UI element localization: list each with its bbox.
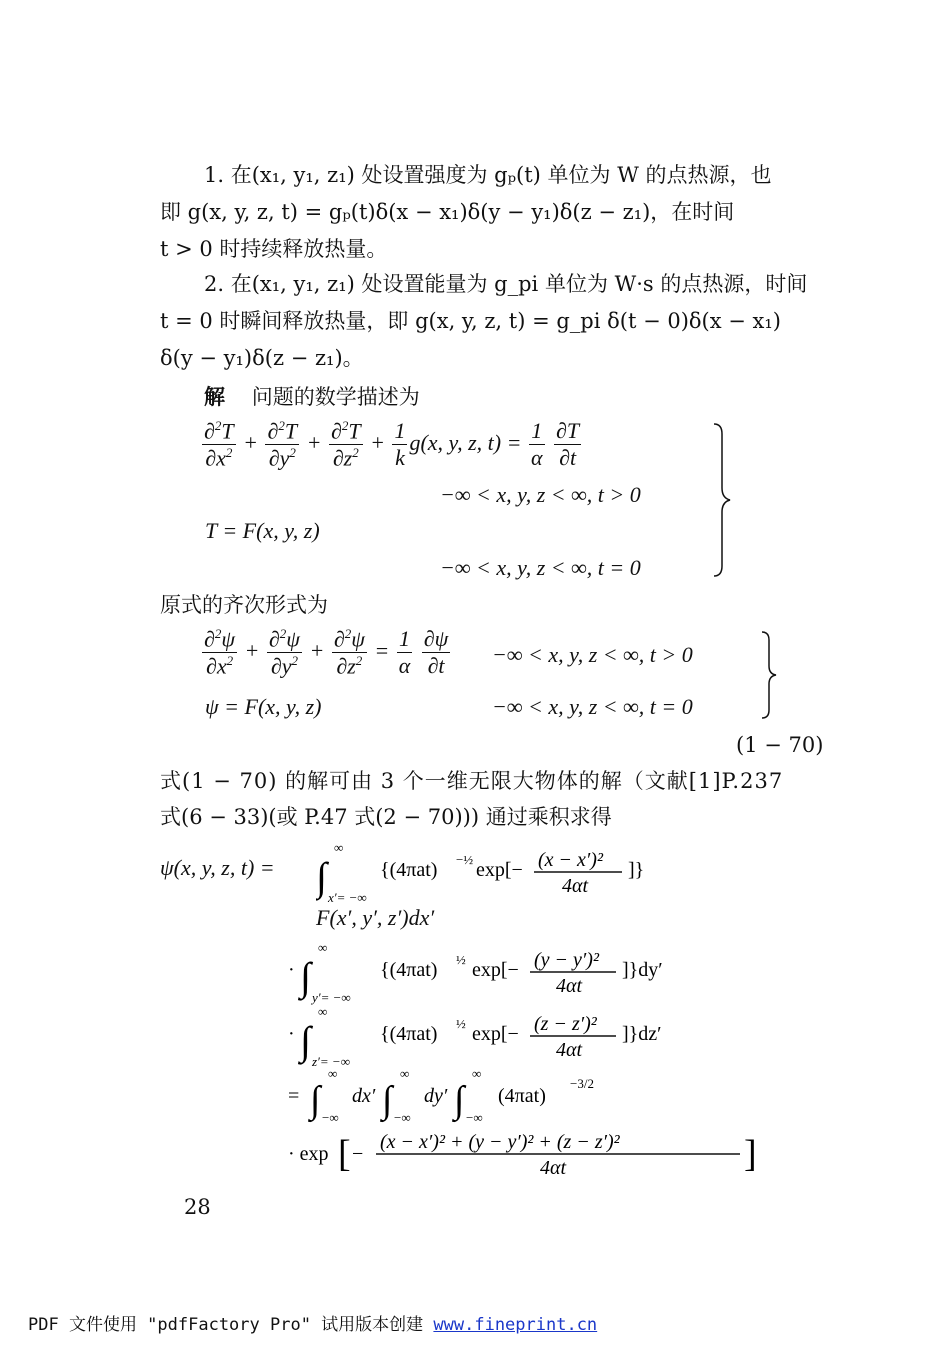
eq2-domain-1: −∞ < x, y, z < ∞, t > 0 [492,642,693,667]
item-1-line-1: 1. 在(x₁, y₁, z₁) 处设置强度为 gₚ(t) 单位为 W 的点热源，也 [204,163,772,187]
solution-triple-integral [288,1066,628,1128]
svg-text:∫: ∫ [310,1079,321,1121]
footer-link[interactable]: www.fineprint.cn [433,1315,598,1335]
solution-integral-y [288,940,728,1008]
svg-text:=: = [288,1085,300,1107]
eq1-initial-condition: T = F(x, y, z) [205,518,320,543]
item-2-line-1: 2. 在(x₁, y₁, z₁) 处设置能量为 g_pi 单位为 W·s 的点热源，时间 [204,272,808,296]
svg-text:4αt: 4αt [540,1157,567,1179]
svg-text:∞: ∞ [400,1066,410,1081]
svg-text:∫: ∫ [454,1079,465,1121]
svg-text:∞: ∞ [334,840,344,855]
svg-text:∞: ∞ [472,1066,482,1081]
svg-text:−∞: −∞ [466,1110,483,1125]
solution-integral-x [316,838,696,910]
svg-text:4αt: 4αt [556,1039,583,1061]
svg-text:−∞: −∞ [394,1110,411,1125]
svg-text:(y − y′)²: (y − y′)² [534,949,599,971]
pdf-footer [28,1310,597,1335]
svg-text:exp[−: exp[− [476,859,523,881]
svg-text:−3/2: −3/2 [570,1076,594,1091]
svg-text:(4πat): (4πat) [498,1085,546,1107]
svg-text:4αt: 4αt [556,975,583,997]
svg-text:(z − z′)²: (z − z′)² [534,1013,597,1035]
svg-text:exp[−: exp[− [472,1023,519,1045]
paragraph-line-2: 式(6 − 33)(或 P.47 式(2 − 70))) 通过乘积求得 [160,805,612,829]
svg-text:½: ½ [456,1016,466,1031]
svg-text:∞: ∞ [328,1066,338,1081]
svg-text:]}dz′: ]}dz′ [622,1023,662,1045]
solution-exponential [288,1124,768,1186]
svg-text:]}dy′: ]}dy′ [622,959,663,981]
svg-text:· exp: · exp [288,1143,329,1165]
svg-text:∫: ∫ [316,854,327,899]
svg-text:x′= −∞: x′= −∞ [328,890,367,905]
svg-text:∞: ∞ [318,1004,328,1019]
solution-initial-function: F(x′, y′, z′)dx′ [316,905,435,930]
page-number: 28 [184,1195,211,1219]
equation-number: (1 − 70) [736,733,824,757]
svg-text:4αt: 4αt [562,875,589,897]
svg-text:∞: ∞ [318,940,328,955]
solution-integral-z [288,1004,728,1072]
svg-text:·: · [288,959,295,981]
svg-text:exp[−: exp[− [472,959,519,981]
eq1-domain-1: −∞ < x, y, z < ∞, t > 0 [440,482,641,507]
eq1-domain-2: −∞ < x, y, z < ∞, t = 0 [440,555,641,580]
svg-text:{(4πat): {(4πat) [380,959,438,981]
eq2-initial-condition: ψ = F(x, y, z) [205,694,322,719]
svg-text:dy′: dy′ [424,1085,448,1107]
eq2-right-brace [760,630,782,720]
svg-text:z′= −∞: z′= −∞ [312,1054,350,1069]
eq2-domain-2: −∞ < x, y, z < ∞, t = 0 [492,694,693,719]
svg-text:]: ] [744,1133,757,1175]
svg-text:]}: ]} [628,859,645,881]
solution-label: 解 [204,384,225,409]
svg-text:{(4πat): {(4πat) [380,859,438,881]
svg-text:∫: ∫ [382,1079,393,1121]
solution-intro: 问题的数学描述为 [251,385,420,409]
svg-text:−∞: −∞ [322,1110,339,1125]
svg-text:[: [ [338,1133,351,1175]
item-1-line-2: 即 g(x, y, z, t) = gₚ(t)δ(x − x₁)δ(y − y₁)δ(z − z₁)，在时间 [160,200,735,224]
svg-text:y′= −∞: y′= −∞ [312,990,351,1005]
svg-text:½: ½ [456,952,466,967]
item-1-line-3: t > 0 时持续释放热量。 [160,237,388,261]
homog-intro: 原式的齐次形式为 [160,593,328,617]
svg-text:−: − [352,1143,364,1165]
svg-text:·: · [288,1023,295,1045]
svg-text:(x − x′)² + (y − y′)² + (z − z: (x − x′)² + (y − y′)² + (z − z′)² [380,1131,620,1153]
svg-text:∫: ∫ [300,954,311,999]
svg-text:∫: ∫ [300,1018,311,1063]
svg-text:{(4πat): {(4πat) [380,1023,438,1045]
homog-equation: $\frac{\partial^2\psi}{\partial x^2}$ + $\frac{\partial^2\psi}{\partial y^2}$ + $\frac{\partial^2\psi}{\partial z^2}$ = $\frac{1}{\alpha}$ $\frac{\partial\psi}{\partial t}$ [204,626,449,679]
svg-text:dx′: dx′ [352,1085,376,1107]
svg-text:−½: −½ [456,852,474,867]
paragraph-line-1: 式(1 − 70) 的解可由 3 个一维无限大物体的解（文献[1]P.237 [160,769,784,793]
footer-text: PDF 文件使用 "pdfFactory Pro" 试用版本创建 [28,1315,434,1335]
item-2-line-3: δ(y − y₁)δ(z − z₁)。 [160,346,364,370]
item-2-line-2: t = 0 时瞬间释放热量，即 g(x, y, z, t) = g_pi δ(t − 0)δ(x − x₁) [160,309,781,333]
eq1-right-brace [712,422,736,578]
solution-lhs: ψ(x, y, z, t) = [160,855,275,880]
svg-text:(x − x′)²: (x − x′)² [538,849,603,871]
solution-heading [204,382,420,412]
heat-equation: $\frac{\partial^2T}{\partial x^2}$ + $\frac{\partial^2T}{\partial y^2}$ + $\frac{\partial^2T}{\partial z^2}$ + $\frac{1}{k}$ g(x, y, z, t) = $\frac{1}{\alpha}$ $\frac{\partial T}{\partial t}$ [204,418,580,471]
